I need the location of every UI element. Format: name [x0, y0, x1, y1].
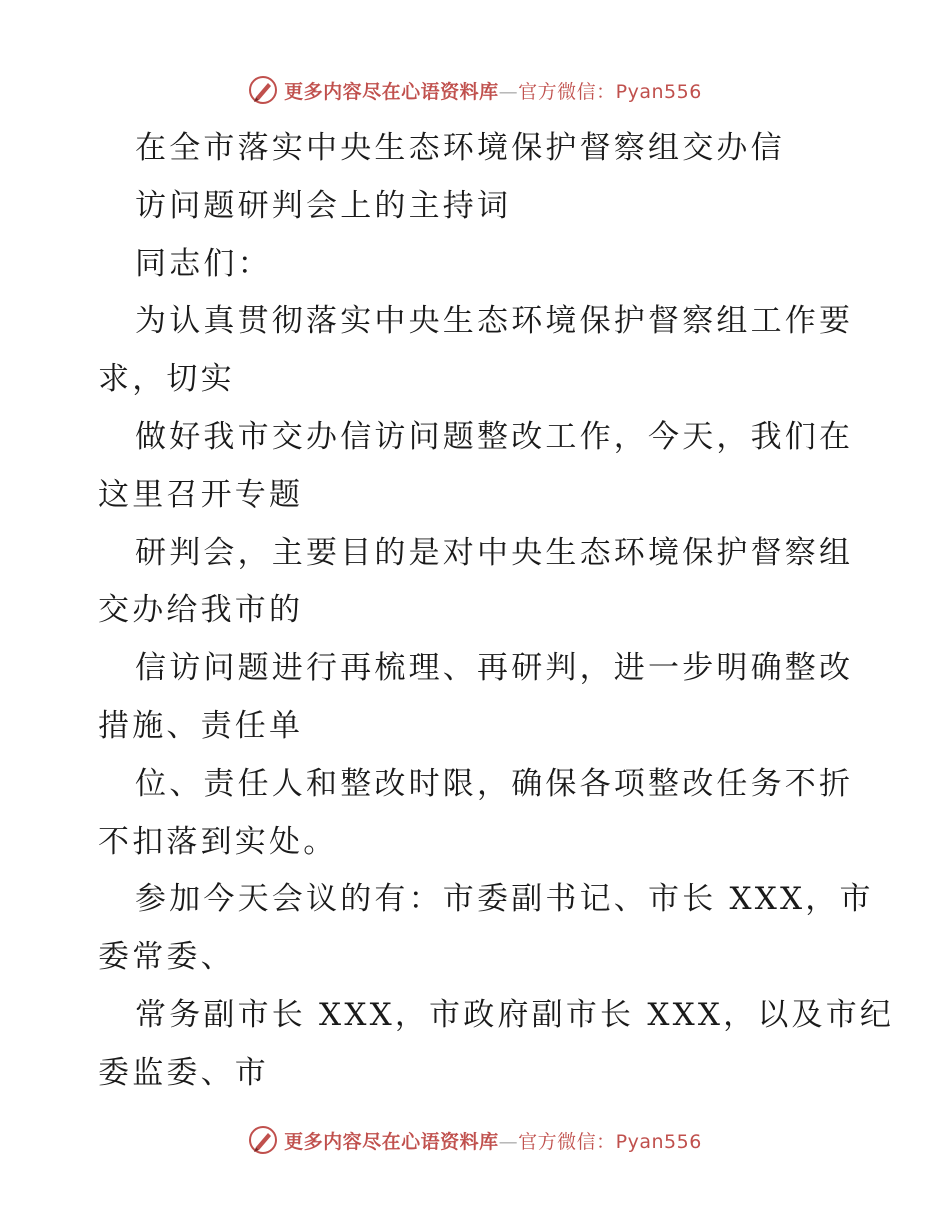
- paragraph-line: 措施、责任单: [98, 707, 304, 744]
- paragraph-line: 参加今天会议的有：市委副书记、市长 XXX，市: [135, 881, 874, 918]
- doc-title-line-2: 访问题研判会上的主持词: [135, 187, 512, 224]
- paragraph-line: 交办给我市的: [98, 592, 304, 629]
- paragraph-line: 位、责任人和整改时限，确保各项整改任务不折: [135, 765, 854, 802]
- paragraph-line: 研判会，主要目的是对中央生态环境保护督察组: [135, 534, 854, 571]
- watermark-text: 更多内容尽在心语资料库—官方微信：Pyan556: [284, 1130, 702, 1153]
- document-body: [98, 120, 895, 1103]
- paragraph-line: 这里召开专题: [98, 476, 304, 513]
- paragraph-line: 不扣落到实处。: [98, 823, 338, 860]
- paragraph-line: 信访问题进行再梳理、再研判，进一步明确整改: [135, 650, 854, 687]
- paragraph-line: 委监委、市: [98, 1054, 269, 1091]
- paragraph-line: 为认真贯彻落实中央生态环境保护督察组工作要: [135, 303, 854, 340]
- salutation: 同志们：: [135, 245, 272, 282]
- paragraph-line: 求，切实: [98, 361, 235, 398]
- header-watermark-banner: [0, 70, 950, 110]
- watermark-text: 更多内容尽在心语资料库—官方微信：Pyan556: [284, 80, 702, 103]
- pen-logo-icon: [248, 75, 278, 105]
- pen-logo-icon: [248, 1125, 278, 1155]
- doc-title-line-1: 在全市落实中央生态环境保护督察组交办信: [135, 130, 785, 166]
- paragraph-line: 常务副市长 XXX，市政府副市长 XXX，以及市纪: [135, 996, 895, 1033]
- footer-watermark-banner: [0, 1120, 950, 1160]
- paragraph-line: 委常委、: [98, 939, 235, 976]
- paragraph-line: 做好我市交办信访问题整改工作，今天，我们在: [135, 418, 854, 455]
